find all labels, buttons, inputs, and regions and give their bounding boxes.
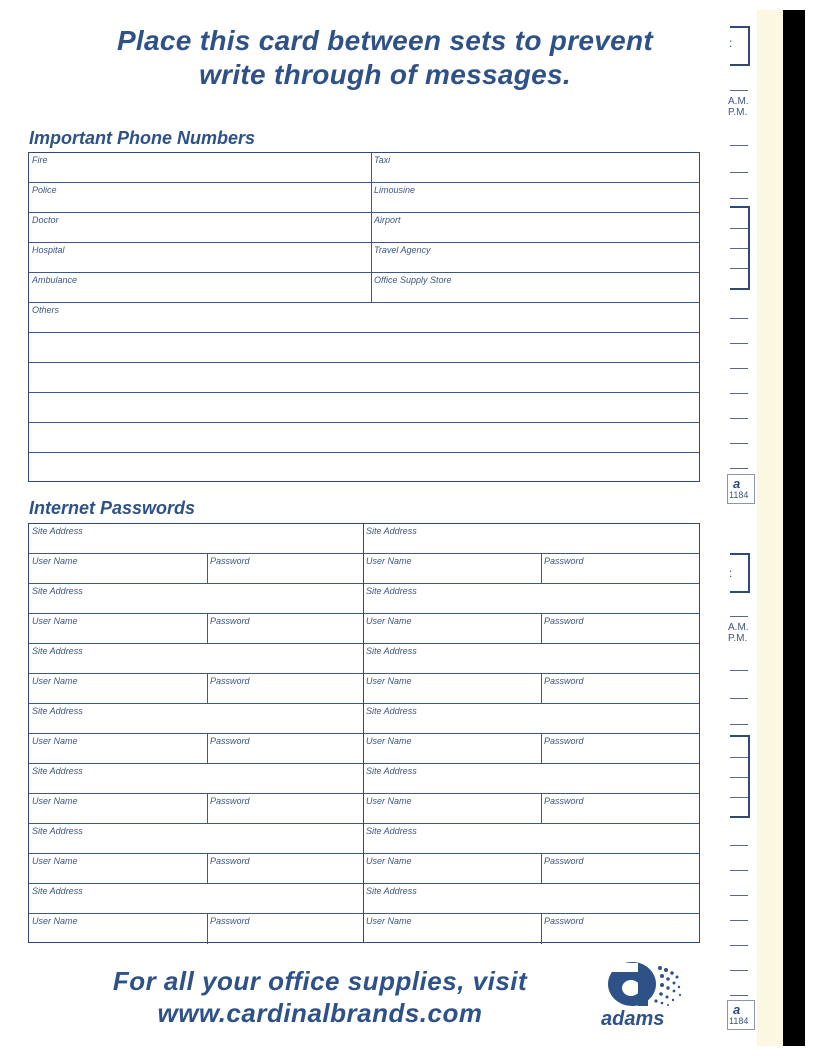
form-tick — [730, 845, 748, 846]
form-tick — [730, 318, 748, 319]
form-tick — [730, 248, 748, 249]
phone-row — [29, 243, 699, 273]
card-instruction-line-1: Place this card between sets to prevent — [116, 25, 654, 56]
mini-adams-logo-icon: a — [733, 1002, 741, 1017]
form-number: 1184 — [729, 490, 749, 500]
password-label: Password — [544, 676, 584, 686]
site-address-label: Site Address — [366, 646, 417, 656]
phone-label-taxi: Taxi — [374, 155, 391, 165]
phone-label-others: Others — [32, 305, 60, 315]
phone-blank-row — [29, 453, 699, 483]
password-cell-divider — [541, 854, 542, 884]
form-tick — [730, 757, 748, 758]
user-name-label: User Name — [366, 676, 412, 686]
phone-row — [29, 183, 699, 213]
site-address-row — [29, 524, 699, 554]
site-address-label: Site Address — [32, 766, 83, 776]
form-number: 1184 — [729, 1016, 749, 1026]
phone-label-airport: Airport — [374, 215, 401, 225]
form-tick — [730, 698, 748, 699]
password-label: Password — [544, 556, 584, 566]
user-name-label: User Name — [32, 616, 78, 626]
password-cell-divider — [541, 734, 542, 764]
form-tick — [730, 145, 748, 146]
phone-label-office-supply-store: Office Supply Store — [374, 275, 452, 285]
footer-line-1: For all your office supplies, visit — [112, 966, 528, 996]
user-name-label: User Name — [366, 856, 412, 866]
user-name-label: User Name — [366, 796, 412, 806]
phone-row — [29, 213, 699, 243]
password-cell-divider — [541, 614, 542, 644]
credentials-row — [29, 674, 699, 704]
phone-label-fire: Fire — [32, 155, 48, 165]
scan-edge-shadow — [783, 10, 805, 1046]
user-name-label: User Name — [32, 736, 78, 746]
phone-row — [29, 273, 699, 303]
password-cell-divider — [541, 674, 542, 704]
form-tick — [730, 995, 748, 996]
form-tick — [730, 268, 748, 269]
password-cell-divider — [541, 914, 542, 944]
phone-blank-row — [29, 423, 699, 453]
site-address-label: Site Address — [366, 586, 417, 596]
mini-adams-logo-icon: a — [733, 476, 741, 491]
form-tick — [730, 920, 748, 921]
password-label: Password — [544, 736, 584, 746]
user-name-label: User Name — [366, 736, 412, 746]
pm-label: P.M. — [728, 107, 748, 118]
form-tick — [730, 870, 748, 871]
form-tick — [730, 777, 748, 778]
site-address-label: Site Address — [32, 586, 83, 596]
am-label: A.M. — [728, 622, 749, 633]
password-cell-divider — [207, 794, 208, 824]
phone-row — [29, 153, 699, 183]
form-field-bracket — [730, 26, 750, 66]
phone-column-divider — [371, 153, 372, 303]
card-instruction-line-2: write through of messages. — [199, 59, 571, 90]
passwords-column-divider — [363, 524, 364, 942]
site-address-row — [29, 764, 699, 794]
form-tick — [730, 797, 748, 798]
form-tick — [730, 90, 748, 91]
phone-label-doctor: Doctor — [32, 215, 59, 225]
user-name-label: User Name — [366, 616, 412, 626]
password-label: Password — [544, 856, 584, 866]
site-address-row — [29, 644, 699, 674]
password-cell-divider — [541, 554, 542, 584]
phone-blank-row — [29, 363, 699, 393]
form-tick — [730, 724, 748, 725]
site-address-label: Site Address — [366, 706, 417, 716]
form-tick — [730, 443, 748, 444]
site-address-label: Site Address — [32, 706, 83, 716]
site-address-row — [29, 704, 699, 734]
password-label: Password — [210, 856, 250, 866]
form-tick — [730, 895, 748, 896]
time-colon: : — [729, 566, 733, 580]
form-tick — [730, 670, 748, 671]
site-address-label: Site Address — [32, 526, 83, 536]
user-name-label: User Name — [366, 916, 412, 926]
form-field-bracket — [730, 553, 750, 593]
credentials-row — [29, 854, 699, 884]
site-address-label: Site Address — [366, 886, 417, 896]
site-address-row — [29, 824, 699, 854]
phone-label-limousine: Limousine — [374, 185, 416, 195]
credentials-row — [29, 734, 699, 764]
password-cell-divider — [207, 914, 208, 944]
form-tick — [730, 393, 748, 394]
password-cell-divider — [207, 854, 208, 884]
password-cell-divider — [207, 734, 208, 764]
credentials-row — [29, 794, 699, 824]
site-address-label: Site Address — [32, 886, 83, 896]
site-address-label: Site Address — [366, 826, 417, 836]
user-name-label: User Name — [32, 856, 78, 866]
phone-label-hospital: Hospital — [32, 245, 65, 255]
password-label: Password — [544, 796, 584, 806]
site-address-label: Site Address — [366, 526, 417, 536]
site-address-row — [29, 584, 699, 614]
passwords-table — [28, 523, 700, 943]
site-address-label: Site Address — [32, 826, 83, 836]
phone-label-travel-agency: Travel Agency — [374, 245, 431, 255]
user-name-label: User Name — [366, 556, 412, 566]
password-cell-divider — [207, 614, 208, 644]
password-label: Password — [210, 796, 250, 806]
user-name-label: User Name — [32, 556, 78, 566]
site-address-row — [29, 884, 699, 914]
form-tick — [730, 468, 748, 469]
phone-blank-row — [29, 393, 699, 423]
form-tick — [730, 418, 748, 419]
password-label: Password — [544, 616, 584, 626]
credentials-row — [29, 614, 699, 644]
phone-numbers-table — [28, 152, 700, 482]
credentials-row — [29, 914, 699, 944]
password-cell-divider — [541, 794, 542, 824]
site-address-label: Site Address — [366, 766, 417, 776]
password-label: Password — [210, 556, 250, 566]
time-colon: : — [729, 36, 733, 50]
phone-section-title: Important Phone Numbers — [29, 128, 256, 148]
phone-label-police: Police — [32, 185, 57, 195]
user-name-label: User Name — [32, 676, 78, 686]
form-tick — [730, 970, 748, 971]
user-name-label: User Name — [32, 796, 78, 806]
phone-row-others — [29, 303, 699, 333]
form-tick — [730, 172, 748, 173]
user-name-label: User Name — [32, 916, 78, 926]
am-label: A.M. — [728, 96, 749, 107]
form-tick — [730, 368, 748, 369]
password-label: Password — [210, 916, 250, 926]
password-section-title: Internet Passwords — [29, 498, 196, 518]
password-cell-divider — [207, 674, 208, 704]
password-label: Password — [210, 736, 250, 746]
password-cell-divider — [207, 554, 208, 584]
phone-blank-row — [29, 333, 699, 363]
form-tick — [730, 343, 748, 344]
phone-label-ambulance: Ambulance — [32, 275, 78, 285]
password-label: Password — [210, 676, 250, 686]
footer-url: www.cardinalbrands.com — [157, 998, 483, 1028]
site-address-label: Site Address — [32, 646, 83, 656]
form-tick — [730, 616, 748, 617]
form-tick — [730, 228, 748, 229]
form-tick — [730, 945, 748, 946]
password-label: Password — [544, 916, 584, 926]
pm-label: P.M. — [728, 633, 748, 644]
password-label: Password — [210, 616, 250, 626]
adams-brand-name: adams — [601, 1008, 665, 1030]
adjacent-form-edge — [757, 10, 784, 1046]
form-tick — [730, 198, 748, 199]
adams-logo — [600, 958, 690, 1030]
credentials-row — [29, 554, 699, 584]
